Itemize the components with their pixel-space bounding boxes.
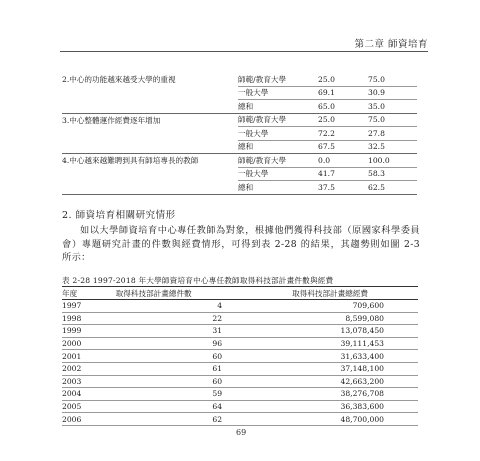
table-row — [62, 154, 417, 168]
year-cell: 2005 — [62, 400, 116, 413]
respondent-group: 總和 — [238, 140, 318, 154]
respondent-group: 總和 — [238, 181, 318, 195]
respondent-group: 一般大學 — [238, 86, 318, 100]
respondent-group: 師範/教育大學 — [238, 73, 318, 86]
col-header-funding: 取得科技部計畫總經費 — [252, 287, 418, 300]
funding-cell: 8,599,080 — [252, 312, 418, 325]
funding-cell: 709,600 — [252, 300, 418, 313]
percent-value: 65.0 — [318, 100, 368, 114]
funding-cell: 31,633,400 — [252, 350, 418, 363]
count-cell: 31 — [116, 325, 252, 338]
year-cell: 2002 — [62, 362, 116, 375]
col-header-year: 年度 — [62, 287, 116, 300]
survey-item: 2.中心的功能越來越受大學的重視 — [62, 73, 238, 113]
percent-value: 25.0 — [318, 73, 368, 86]
table-row — [62, 413, 418, 426]
respondent-group: 師範/教育大學 — [238, 154, 318, 168]
percent-value: 69.1 — [318, 86, 368, 100]
percent-value: 62.5 — [368, 181, 417, 195]
percent-value: 0.0 — [318, 154, 368, 168]
year-cell: 1998 — [62, 312, 116, 325]
count-cell: 64 — [116, 400, 252, 413]
funding-cell: 13,078,450 — [252, 325, 418, 338]
respondent-group: 師範/教育大學 — [238, 113, 318, 127]
count-cell: 4 — [116, 300, 252, 313]
table-row — [62, 73, 417, 86]
count-cell: 60 — [116, 375, 252, 388]
table-caption: 表 2-28 1997-2018 年大學師資培育中心專任教師取得科技部計畫件數與經費 — [62, 276, 334, 285]
funding-cell: 42,663,200 — [252, 375, 418, 388]
running-header: 第二章 師資培育 — [354, 39, 428, 50]
table-row — [62, 300, 418, 313]
year-cell: 1999 — [62, 325, 116, 338]
table-row — [62, 113, 417, 127]
funding-cell: 37,148,100 — [252, 362, 418, 375]
count-cell: 96 — [116, 337, 252, 350]
table-row — [62, 375, 418, 388]
year-cell: 1997 — [62, 300, 116, 313]
count-cell: 22 — [116, 312, 252, 325]
table-row — [62, 388, 418, 401]
table-header-row — [62, 287, 418, 300]
year-cell: 2003 — [62, 375, 116, 388]
survey-item: 3.中心整體運作經費逐年增加 — [62, 113, 238, 154]
survey-item: 4.中心越來越難聘到具有師培專長的教師 — [62, 154, 238, 195]
respondent-group: 一般大學 — [238, 167, 318, 181]
year-cell: 2004 — [62, 388, 116, 401]
funding-cell: 36,383,600 — [252, 400, 418, 413]
body-paragraph: 如以大學師資培育中心專任教師為對象，根據他們獲得科技部（原國家科學委員會）專題研究計畫的件數與經費情形，可得到表 2-28 的結果，其趨勢則如圖 2-3 所示： — [62, 225, 420, 263]
funding-cell: 38,276,708 — [252, 388, 418, 401]
count-cell: 60 — [116, 350, 252, 363]
percent-value: 75.0 — [368, 73, 417, 86]
table-row — [62, 312, 418, 325]
percent-value: 75.0 — [368, 113, 417, 127]
percent-value: 27.8 — [368, 127, 417, 141]
respondent-group: 總和 — [238, 100, 318, 114]
page-number: 69 — [236, 428, 247, 437]
year-cell: 2001 — [62, 350, 116, 363]
section-title: 2. 師資培育相關研究情形 — [62, 210, 176, 221]
percent-value: 58.3 — [368, 167, 417, 181]
year-cell: 2006 — [62, 413, 116, 426]
percent-value: 72.2 — [318, 127, 368, 141]
percent-value: 30.9 — [368, 86, 417, 100]
percent-value: 41.7 — [318, 167, 368, 181]
funding-cell: 48,700,000 — [252, 413, 418, 426]
table-row — [62, 337, 418, 350]
col-header-count: 取得科技部計畫總件數 — [116, 287, 252, 300]
percent-value: 25.0 — [318, 113, 368, 127]
table-row — [62, 362, 418, 375]
percent-value: 67.5 — [318, 140, 368, 154]
survey-table — [62, 73, 417, 195]
table-row — [62, 400, 418, 413]
percent-value: 32.5 — [368, 140, 417, 154]
percent-value: 37.5 — [318, 181, 368, 195]
percent-value: 35.0 — [368, 100, 417, 114]
count-cell: 59 — [116, 388, 252, 401]
header-rule — [60, 51, 428, 52]
percent-value: 100.0 — [368, 154, 417, 168]
year-cell: 2000 — [62, 337, 116, 350]
count-cell: 62 — [116, 413, 252, 426]
grant-table — [62, 286, 418, 426]
table-row — [62, 350, 418, 363]
table-row — [62, 325, 418, 338]
funding-cell: 39,111,453 — [252, 337, 418, 350]
respondent-group: 一般大學 — [238, 127, 318, 141]
count-cell: 61 — [116, 362, 252, 375]
